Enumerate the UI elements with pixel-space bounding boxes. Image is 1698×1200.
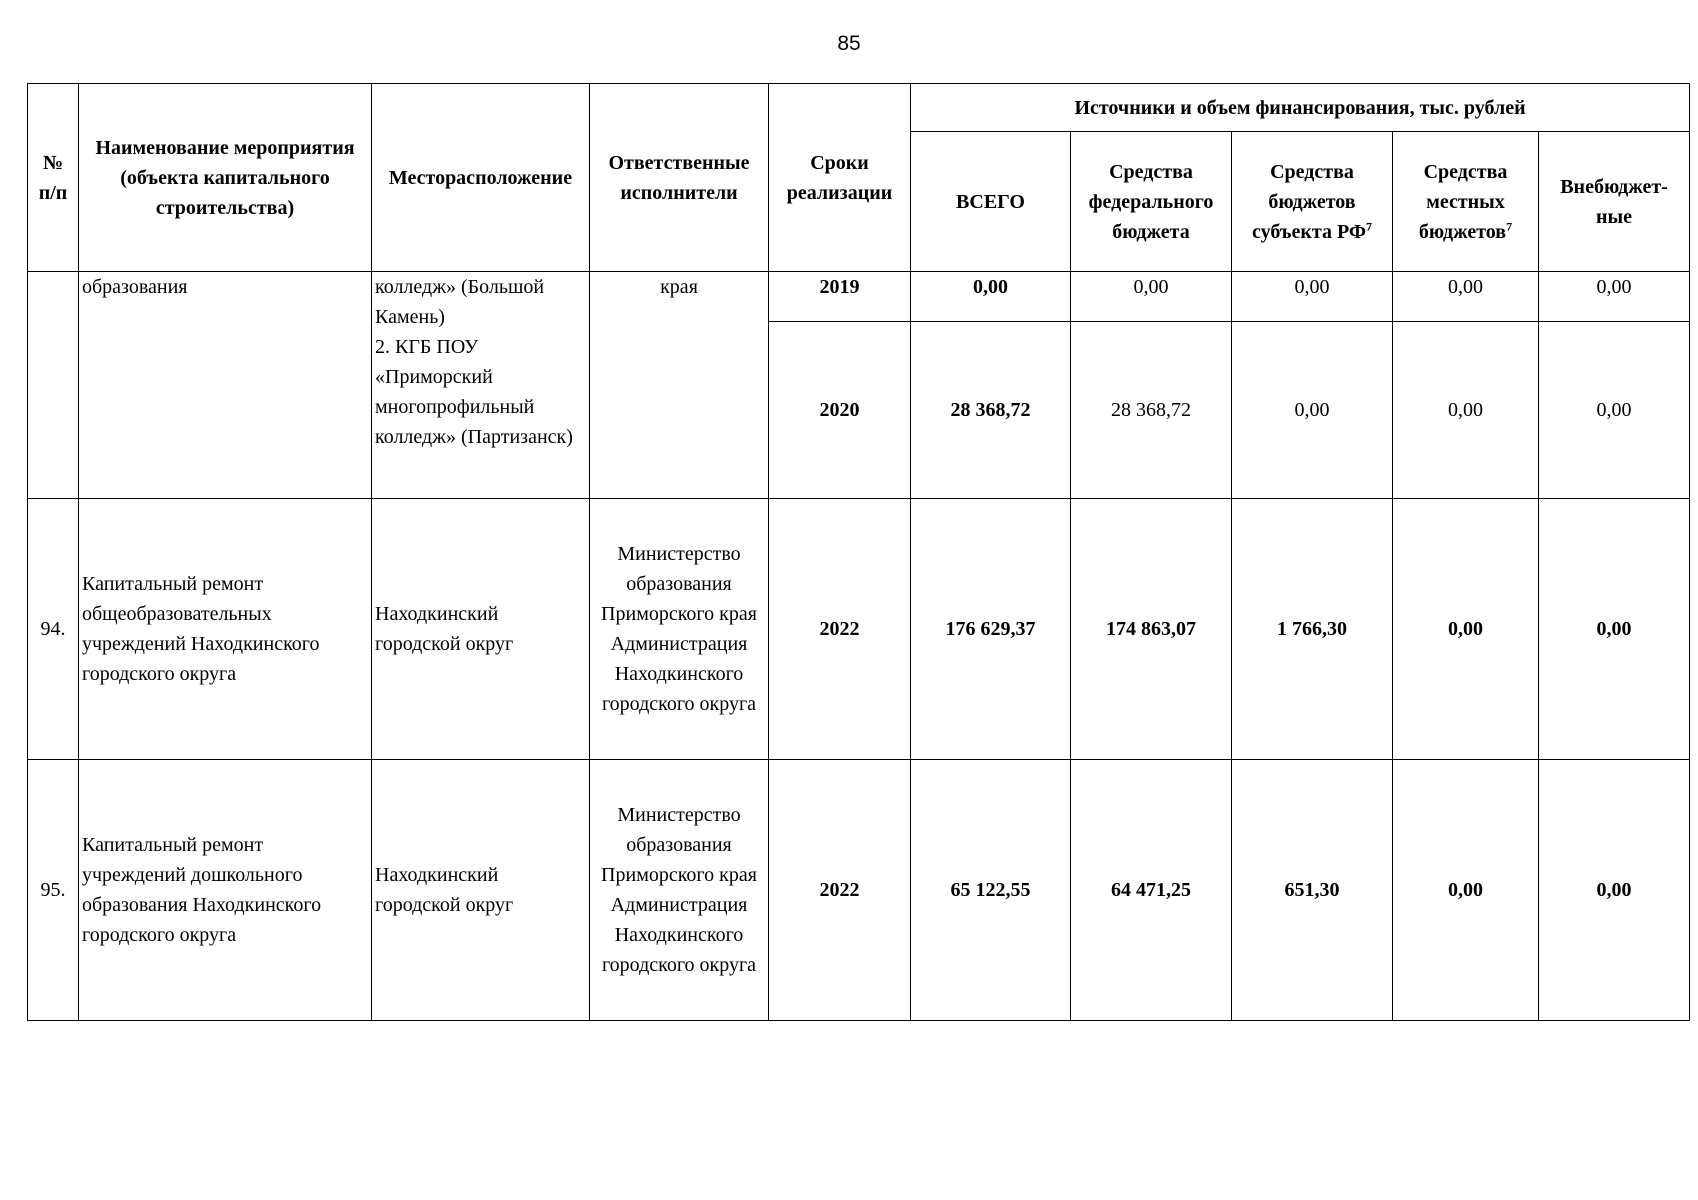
item-location-cell: Находкинский городской округ — [372, 499, 590, 760]
table-row — [28, 499, 1690, 760]
page-number: 85 — [837, 32, 861, 55]
item-regional-cell: 651,30 — [1232, 760, 1393, 1021]
header-regional — [1232, 132, 1393, 272]
item-year-cell: 2022 — [769, 760, 911, 1021]
item-location-cell: Находкинский городской округ — [372, 760, 590, 1021]
financing-table — [27, 83, 1690, 1021]
cont-extra-cell: 0,00 — [1539, 272, 1690, 322]
header-federal: Средства федерального бюджета — [1071, 132, 1232, 272]
header-num: № п/п — [28, 84, 79, 272]
header-total: ВСЕГО — [911, 132, 1071, 272]
header-local — [1393, 132, 1539, 272]
item-num-cell: 94. — [28, 499, 79, 760]
item-total-cell: 65 122,55 — [911, 760, 1071, 1021]
item-federal-cell: 174 863,07 — [1071, 499, 1232, 760]
header-extra: Внебюджет- ные — [1539, 132, 1690, 272]
table-row — [28, 760, 1690, 1021]
cont-name-cell: образования — [79, 272, 372, 499]
header-regional-footnote: 7 — [1366, 218, 1373, 233]
header-regional-label: Средства бюджетов субъекта РФ — [1251, 160, 1367, 243]
cont-federal-cell: 0,00 — [1071, 272, 1232, 322]
cont-regional-cell: 0,00 — [1232, 322, 1393, 499]
item-executors-cell: Министерство образования Приморского края Администрация Находкинского городского округа — [590, 499, 769, 760]
cont-federal-cell: 28 368,72 — [1071, 322, 1232, 499]
item-year-cell: 2022 — [769, 499, 911, 760]
item-federal-cell: 64 471,25 — [1071, 760, 1232, 1021]
item-name-cell: Капитальный ремонт учреждений дошкольного образования Находкинского городского округа — [79, 760, 372, 1021]
header-name: Наименование мероприятия (объекта капитального строительства) — [79, 84, 372, 272]
header-local-label: Средства местных бюджетов — [1418, 160, 1508, 243]
item-local-cell: 0,00 — [1393, 499, 1539, 760]
header-executors: Ответственные исполнители — [590, 84, 769, 272]
cont-local-cell: 0,00 — [1393, 322, 1539, 499]
cont-executors-cell: края — [590, 272, 769, 499]
table-header — [28, 84, 1690, 272]
cont-year-cell: 2019 — [769, 272, 911, 322]
item-total-cell: 176 629,37 — [911, 499, 1071, 760]
cont-regional-cell: 0,00 — [1232, 272, 1393, 322]
item-executors-cell: Министерство образования Приморского края Администрация Находкинского городского округа — [590, 760, 769, 1021]
item-regional-cell: 1 766,30 — [1232, 499, 1393, 760]
cont-year-cell: 2020 — [769, 322, 911, 499]
header-period: Сроки реализации — [769, 84, 911, 272]
table-row — [28, 272, 1690, 322]
item-extra-cell: 0,00 — [1539, 760, 1690, 1021]
item-local-cell: 0,00 — [1393, 760, 1539, 1021]
header-location: Месторасположение — [372, 84, 590, 272]
item-num-cell: 95. — [28, 760, 79, 1021]
item-extra-cell: 0,00 — [1539, 499, 1690, 760]
cont-extra-cell: 0,00 — [1539, 322, 1690, 499]
cont-num-cell — [28, 272, 79, 499]
cont-location-cell: колледж» (Большой Камень) 2. КГБ ПОУ «Приморский многопрофильный колледж» (Партизанск) — [372, 272, 590, 499]
cont-local-cell: 0,00 — [1393, 272, 1539, 322]
item-name-cell: Капитальный ремонт общеобразовательных учреждений Находкинского городского округа — [79, 499, 372, 760]
cont-total-cell: 28 368,72 — [911, 322, 1071, 499]
header-sources: Источники и объем финансирования, тыс. рублей — [911, 84, 1690, 132]
cont-total-cell: 0,00 — [911, 272, 1071, 322]
header-local-footnote: 7 — [1506, 218, 1513, 233]
